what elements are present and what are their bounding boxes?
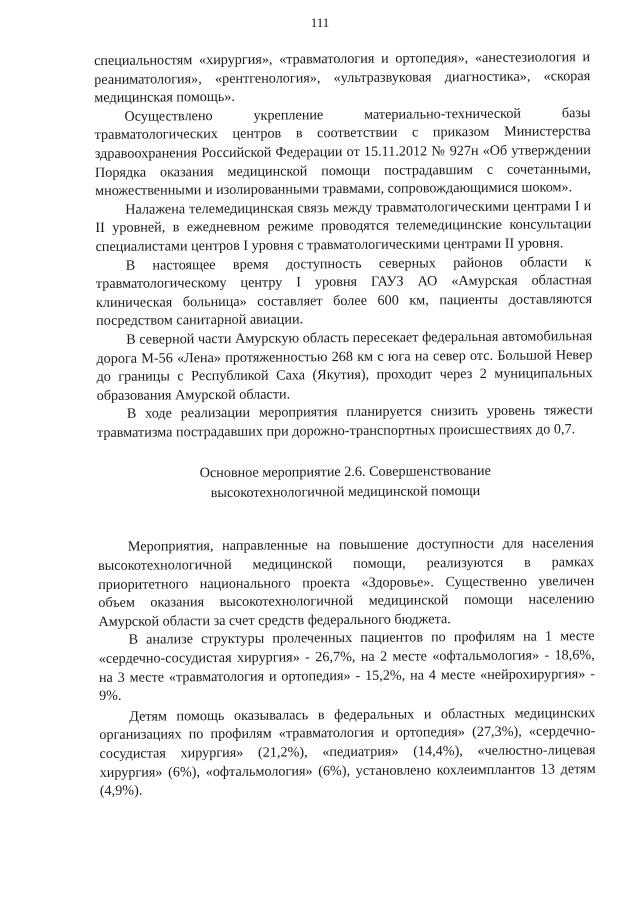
paragraph-patient-structure: В анализе структуры пролеченных пациентов по профилям на 1 месте «сердечно-сосудистая хирургия» - 26,7%, на 2 месте «офтальмология» - 18,6%, на 3 месте «травматология и ортопедия» - 15,2%, на 4 месте «нейрохирургия» - 9%. [98,628,595,705]
paragraph-goal: В ходе реализации мероприятия планируется снизить уровень тяжести травматизма пострадавших при дорожно-транспортных происшествиях до 0,7. [96,402,593,441]
paragraph-northern-access: В настоящее время доступность северных районов области к травматологическому центру I уровня ГАУЗ АО «Амурская областная клиническая больница» составляет более 600 км, пациенты доставляются посредством санитарной авиации. [95,253,593,330]
section-heading [97,461,593,505]
paragraph-continuation: специальностям «хирургия», «травматология и ортопедия», «анестезиология и реаниматология», «рентгенология», «ультразвуковая диагностика», «скорая медицинская помощь». [94,49,591,107]
paragraph-hightech-measures: Мероприятия, направленные на повышение доступности для населения высокотехнологичной медицинской помощи, реализуются в рамках приоритетного национального проекта «Здоровье». Существенно увеличен объем оказания высокотехнологичной медицинской помощи населению Амурской области за счет средств федерального бюджета. [97,535,595,630]
paragraph-equipment: Осуществлено укрепление материально-технической базы травматологических центров в соответствии с приказом Министерства здравоохранения Российской Федерации от 15.11.2012 № 927н «Об утверждении Порядка оказания медицинской помощи пострадавшим с сочетанными, множественными и изолированными травмами, сопровождающимися шоком». [94,104,591,200]
document-body [94,48,596,801]
paragraph-telemedicine: Налажена телемедицинская связь между травматологическими центрами I и II уровней, в ежедневном режиме проводятся телемедицинские консультации специалистами центров I уровня с травматологическими центрами II уровня. [95,197,592,255]
page-number: 111 [310,15,330,30]
section-heading-line-1: Основное мероприятие 2.6. Совершенствование [199,463,491,482]
section-heading-line-2: высокотехнологичной медицинской помощи [210,483,481,502]
paragraph-children-care: Детям помощь оказывалась в федеральных и областных медицинских организациях по профилям «травматология и ортопедия» (27,3%), «сердечно-сосудистая хирургия» (21,2%), «педиатрия» (14,4%), «челюстно-лицевая хирургия» (6%), «офтальмология» (6%), установлено кохлеимплантов 13 детям (4,9%). [99,704,596,800]
paragraph-highway: В северной части Амурскую область пересекает федеральная автомобильная дорога М-56 «Лена» протяженностью 268 км с юга на север отс. Большой Невер до границы с Республикой Саха (Якутия), проходит через 2 муниципальных образования Амурской области. [96,328,593,404]
